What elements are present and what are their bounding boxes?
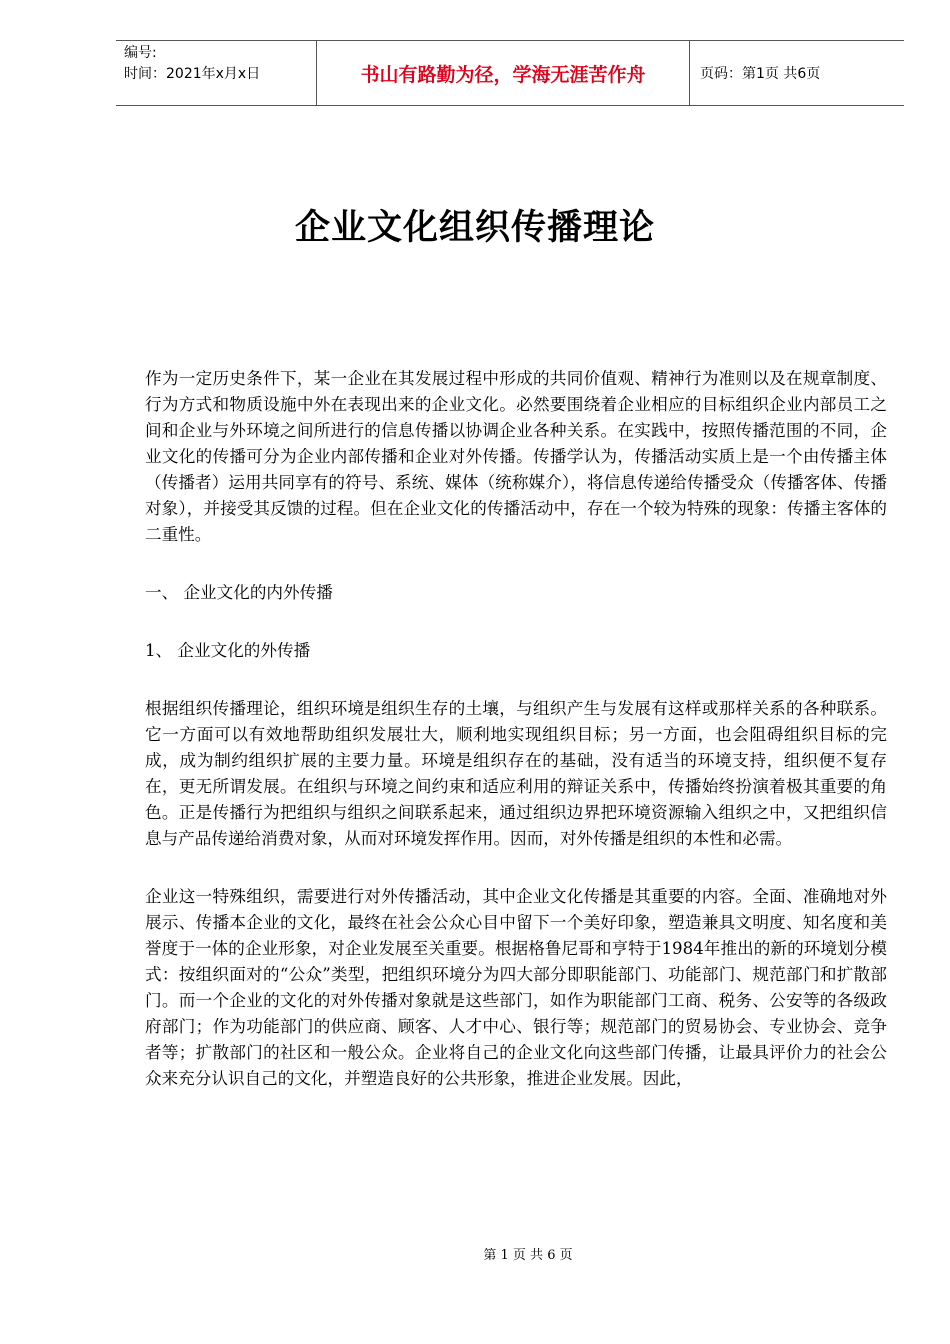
header-page-info: 页码：第1页 共6页	[700, 66, 821, 82]
section-heading-1: 一、 企业文化的内外传播	[145, 583, 333, 602]
header-motto: 书山有路勤为径，学海无涯苦作舟	[316, 41, 690, 105]
subsection-heading-1: 1、 企业文化的外传播	[145, 641, 311, 660]
intro-paragraph: 作为一定历史条件下，某一企业在其发展过程中形成的共同价值观、精神行为准则以及在规章制度、行为方式和物质设施中外在表现出来的企业文化。必然要围绕着企业相应的目标组织企业内部员工之间和企业与外环境之间所进行的信息传播以协调企业各种关系。在实践中，按照传播范围的不同，企业文化的传播可分为企业内部传播和企业对外传播。传播学认为，传播活动实质上是一个由传播主体（传播者）运用共同享有的符号、系统、媒体（统称媒介），将信息传递给传播受众（传播客体、传播对象），并接受其反馈的过程。但在企业文化的传播活动中，存在一个较为特殊的现象：传播主客体的二重性。	[145, 369, 887, 544]
page-footer: 第 1 页 共 6 页	[483, 1248, 573, 1263]
body-paragraph-2: 企业这一特殊组织，需要进行对外传播活动，其中企业文化传播是其重要的内容。全面、准确地对外展示、传播本企业的文化，最终在社会公众心目中留下一个美好印象，塑造兼具文明度、知名度和美誉度于一体的企业形象，对企业发展至关重要。根据格鲁尼哥和亨特于1984年推出的新的环境划分模式：按组织面对的“公众”类型，把组织环境分为四大部分即职能部门、功能部门、规范部门和扩散部门。而一个企业的文化的对外传播对象就是这些部门，如作为职能部门工商、税务、公安等的各级政府部门；作为功能部门的供应商、顾客、人才中心、银行等；规范部门的贸易协会、专业协会、竞争者等；扩散部门的社区和一般公众。企业将自己的企业文化向这些部门传播，让最具评价力的社会公众来充分认识自己的文化，并塑造良好的公共形象，推进企业发展。因此，	[145, 887, 887, 1088]
header-meta	[116, 41, 316, 105]
time-label: 时间：2021年x月x日	[124, 66, 261, 82]
number-label: 编号:	[124, 45, 157, 61]
body-paragraph-1: 根据组织传播理论，组织环境是组织生存的土壤，与组织产生与发展有这样或那样关系的各种联系。它一方面可以有效地帮助组织发展壮大，顺利地实现组织目标；另一方面，也会阻碍组织目标的完成，成为制约组织扩展的主要力量。环境是组织存在的基础，没有适当的环境支持，组织便不复存在，更无所谓发展。在组织与环境之间约束和适应利用的辩证关系中，传播始终扮演着极其重要的角色。正是传播行为把组织与组织之间联系起来，通过组织边界把环境资源输入组织之中，又把组织信息与产品传递给消费对象，从而对环境发挥作用。因而，对外传播是组织的本性和必需。	[145, 699, 887, 848]
document-title: 企业文化组织传播理论	[294, 208, 655, 248]
document-body	[145, 366, 887, 1092]
page-header	[116, 40, 904, 106]
